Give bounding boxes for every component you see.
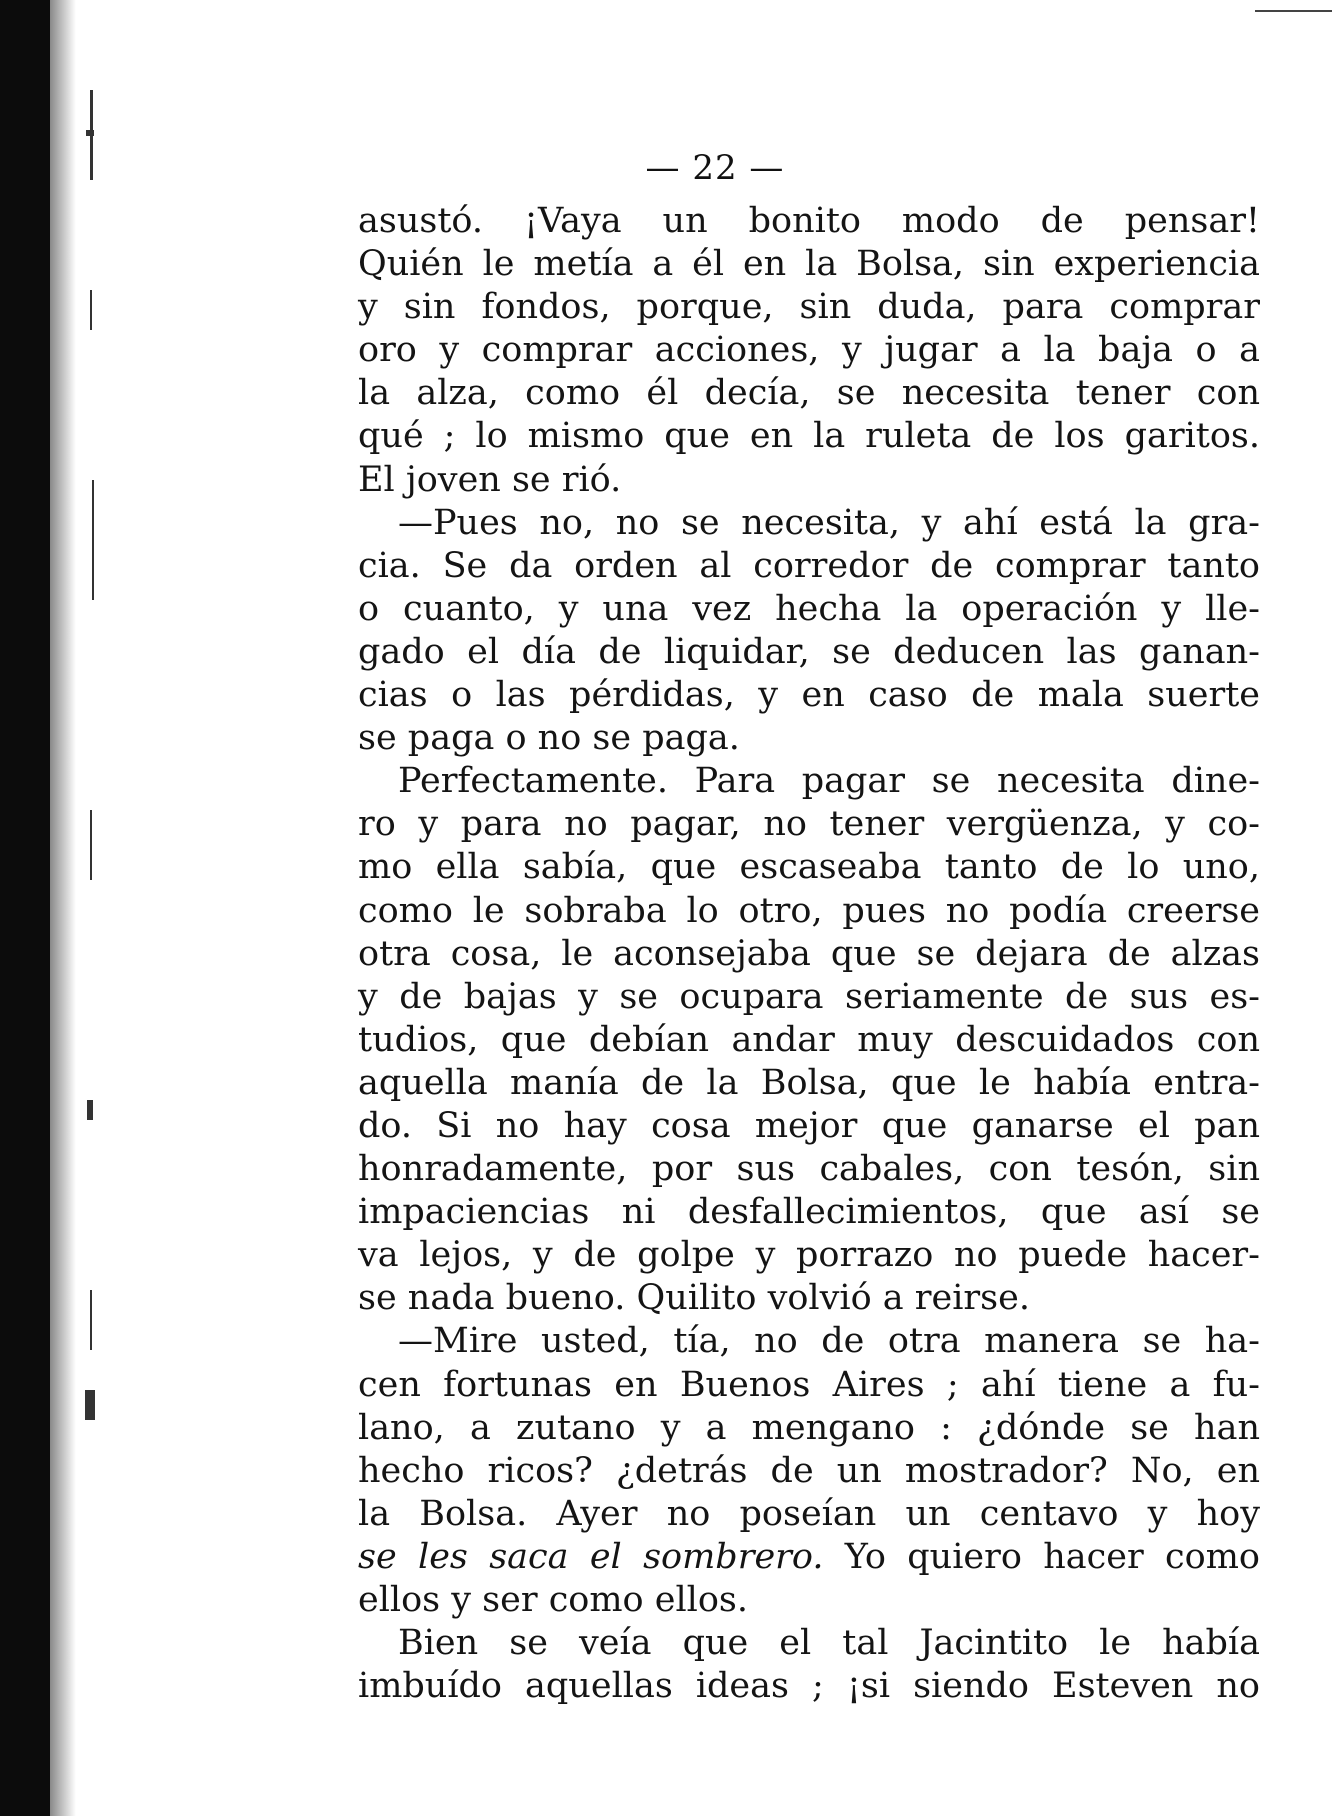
text-line: Quién le metía a él en la Bolsa, sin experiencia (358, 244, 1260, 285)
text-line: aquella manía de la Bolsa, que le había entra- (358, 1062, 1260, 1103)
text-line: y sin fondos, porque, sin duda, para comprar (358, 287, 1260, 328)
page-number: — 22 — (645, 148, 785, 188)
italic-phrase: se les saca el sombrero. (358, 1536, 824, 1577)
text-line: la alza, como él decía, se necesita tener con (358, 373, 1260, 414)
text-line-rest: Yo quiero hacer como (823, 1536, 1260, 1577)
text-line: ro y para no pagar, no tener vergüenza, y co- (358, 804, 1260, 845)
text-line: otra cosa, le aconsejaba que se dejara de alzas (358, 933, 1260, 974)
text-line: se paga o no se paga. (358, 718, 740, 759)
text-line: imbuído aquellas ideas ; ¡si siendo Esteven no (358, 1666, 1260, 1707)
text-line: cia. Se da orden al corredor de comprar tanto (358, 545, 1260, 586)
text-line: El joven se rió. (358, 459, 622, 500)
text-line: —Pues no, no se necesita, y ahí está la gra- (398, 502, 1260, 543)
text-line: ellos y ser como ellos. (358, 1580, 749, 1620)
text-line: la Bolsa. Ayer no poseían un centavo y hoy (358, 1493, 1260, 1534)
text-line: o cuanto, y una vez hecha la operación y lle- (358, 588, 1260, 629)
text-line: impaciencias ni desfallecimientos, que así se (358, 1192, 1260, 1233)
scan-binding-edge (0, 0, 50, 1816)
text-line: honradamente, por sus cabales, con tesón, sin (358, 1149, 1260, 1190)
text-line: lano, a zutano y a mengano : ¿dónde se han (358, 1407, 1260, 1448)
text-line: tudios, que debían andar muy descuidados con (358, 1019, 1260, 1060)
text-line: va lejos, y de golpe y porrazo no puede hacer- (358, 1235, 1260, 1276)
top-right-rule (1255, 10, 1332, 12)
text-line: do. Si no hay cosa mejor que ganarse el pan (358, 1105, 1260, 1146)
text-line-mixed (358, 1536, 1260, 1579)
text-line: Bien se veía que el tal Jacintito le había (398, 1623, 1260, 1664)
text-line: qué ; lo mismo que en la ruleta de los garitos. (358, 416, 1260, 457)
text-line: y de bajas y se ocupara seriamente de sus es- (358, 976, 1260, 1017)
text-line: hecho ricos? ¿detrás de un mostrador? No, en (358, 1450, 1260, 1491)
text-line: Perfectamente. Para pagar se necesita dine- (398, 761, 1260, 802)
text-line: como le sobraba lo otro, pues no podía creerse (358, 890, 1260, 931)
text-line: cias o las pérdidas, y en caso de mala suerte (358, 675, 1260, 716)
scan-binding-shadow (50, 0, 76, 1816)
text-line: se nada bueno. Quilito volvió a reirse. (358, 1278, 1030, 1319)
text-line: oro y comprar acciones, y jugar a la baja o a (358, 330, 1260, 371)
body-text (358, 200, 1260, 1708)
text-line: mo ella sabía, que escaseaba tanto de lo uno, (358, 847, 1260, 888)
text-line: gado el día de liquidar, se deducen las ganan- (358, 631, 1260, 672)
text-line: cen fortunas en Buenos Aires ; ahí tiene a fu- (358, 1364, 1260, 1405)
text-line: —Mire usted, tía, no de otra manera se ha- (398, 1321, 1260, 1362)
margin-specks (90, 60, 150, 1760)
text-line: asustó. ¡Vaya un bonito modo de pensar! (358, 201, 1260, 241)
